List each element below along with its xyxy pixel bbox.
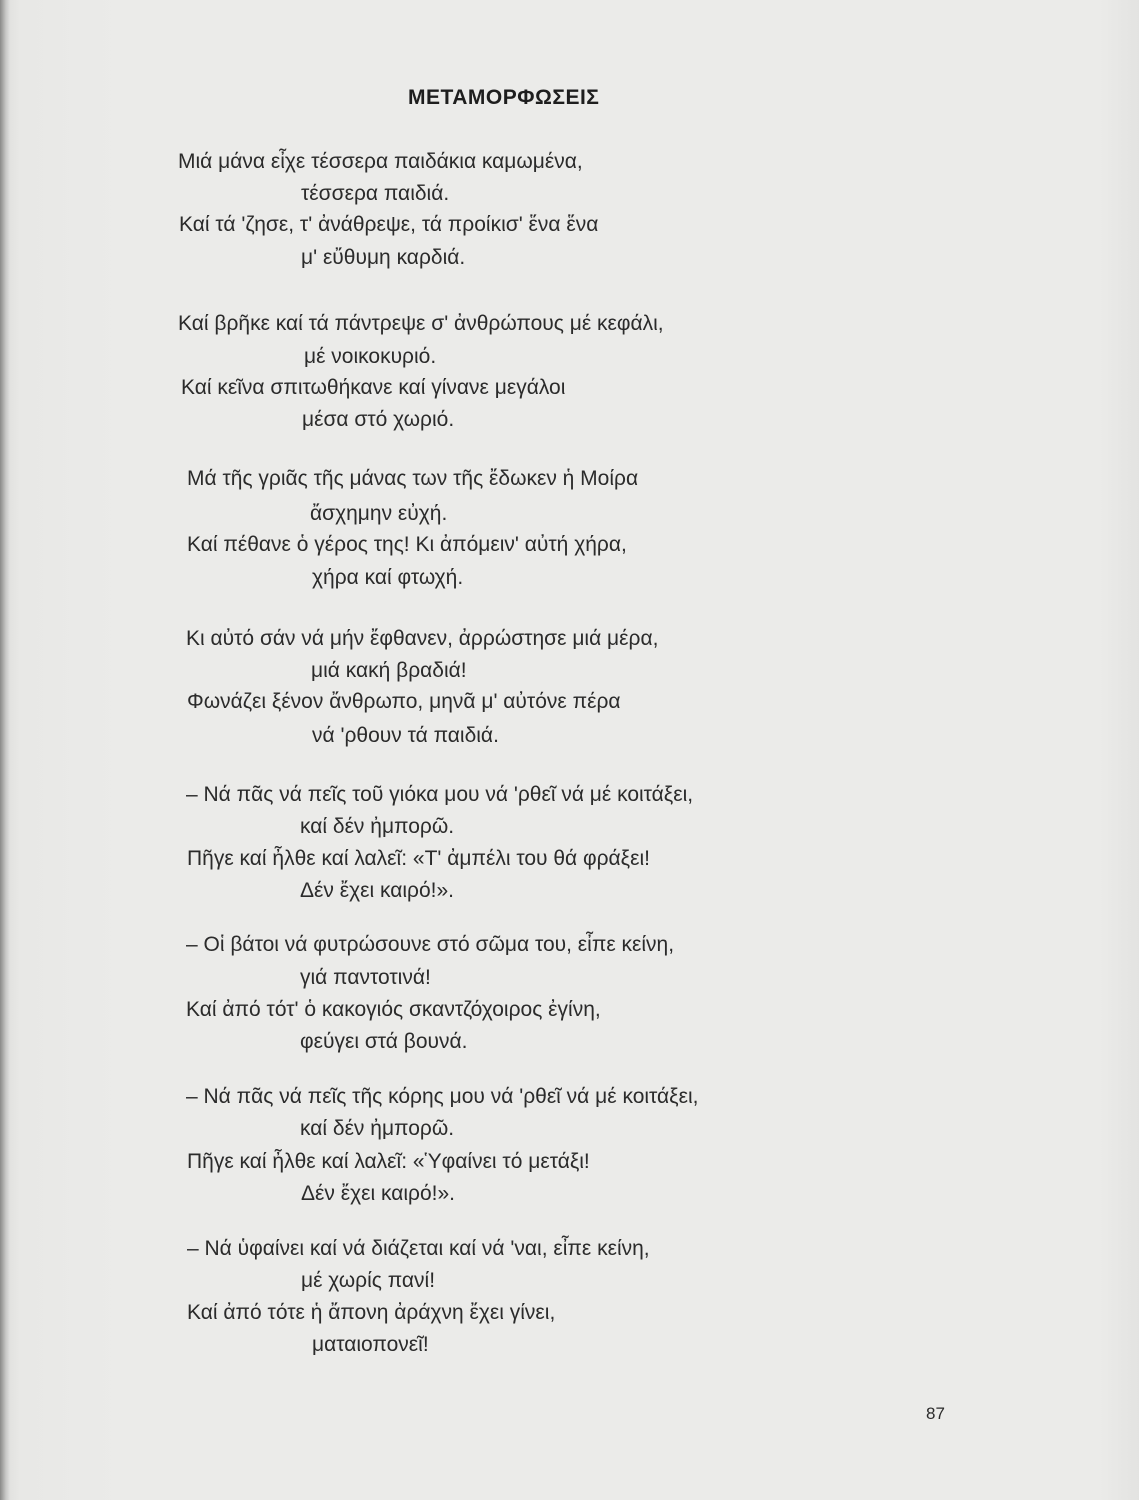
poem-line: μέσα στό χωριό. bbox=[302, 408, 455, 431]
poem-line: Καί πέθανε ὁ γέρος της! Κι ἀπόμειν' αὐτή χήρα, bbox=[187, 533, 627, 556]
poem-line: Καί ἀπό τότ' ὁ κακογιός σκαντζόχοιρος ἐγίνη, bbox=[186, 998, 601, 1021]
poem-line: Φωνάζει ξένον ἄνθρωπο, μηνᾶ μ' αὐτόνε πέρα bbox=[187, 690, 621, 713]
poem-line: ἄσχημην εὐχή. bbox=[310, 502, 448, 525]
poem-line: Καί ἀπό τότε ἡ ἄπονη ἀράχνη ἔχει γίνει, bbox=[187, 1301, 556, 1324]
page-number: 87 bbox=[926, 1404, 945, 1423]
poem-line: χήρα καί φτωχή. bbox=[312, 566, 464, 589]
poem-line: Καί βρῆκε καί τά πάντρεψε σ' ἀνθρώπους μέ κεφάλι, bbox=[178, 312, 664, 335]
poem-line: Μά τῆς γριᾶς τῆς μάνας των τῆς ἔδωκεν ἡ Μοίρα bbox=[187, 467, 639, 490]
poem-line: – Νά πᾶς νά πεῖς τοῦ γιόκα μου νά 'ρθεῖ νά μέ κοιτάξει, bbox=[186, 783, 694, 806]
poem-line: Καί τά 'ζησε, τ' ἀνάθρεψε, τά προίκισ' ἕνα ἕνα bbox=[179, 213, 599, 236]
poem-line: μ' εὔθυμη καρδιά. bbox=[301, 246, 466, 269]
poem-line: – Νά ὑφαίνει καί νά διάζεται καί νά 'ναι, εἶπε κείνη, bbox=[187, 1237, 650, 1260]
page-binding-edge bbox=[0, 0, 10, 1500]
poem-line: Καί κεῖνα σπιτωθήκανε καί γίνανε μεγάλοι bbox=[181, 376, 566, 399]
poem-line: – Νά πᾶς νά πεῖς τῆς κόρης μου νά 'ρθεῖ νά μέ κοιτάξει, bbox=[186, 1085, 699, 1108]
poem-line: Πῆγε καί ἦλθε καί λαλεῖ: «Τ' ἀμπέλι του θά φράξει! bbox=[187, 847, 650, 870]
poem-line: καί δέν ἠμπορῶ. bbox=[300, 815, 455, 838]
poem-line: τέσσερα παιδιά. bbox=[301, 182, 450, 205]
poem-line: φεύγει στά βουνά. bbox=[300, 1030, 468, 1053]
poem-line: μέ χωρίς πανί! bbox=[301, 1269, 436, 1292]
poem-line: ματαιοπονεῖ! bbox=[312, 1333, 429, 1356]
poem-line: νά 'ρθουν τά παιδιά. bbox=[312, 724, 499, 747]
poem-line: μιά κακή βραδιά! bbox=[311, 659, 467, 682]
poem-line: Πῆγε καί ἦλθε καί λαλεῖ: «Ὑφαίνει τό μετάξι! bbox=[187, 1150, 590, 1173]
poem-line: γιά παντοτινά! bbox=[300, 966, 431, 989]
poem-line: καί δέν ἠμπορῶ. bbox=[300, 1117, 455, 1140]
poem-line: Δέν ἔχει καιρό!». bbox=[301, 1182, 455, 1205]
poem-line: Δέν ἔχει καιρό!». bbox=[300, 879, 454, 902]
poem-line: μέ νοικοκυριό. bbox=[304, 345, 437, 368]
poem-line: – Οἱ βάτοι νά φυτρώσουνε στό σῶμα του, εἶπε κείνη, bbox=[186, 933, 675, 956]
poem-line: Μιά μάνα εἶχε τέσσερα παιδάκια καμωμένα, bbox=[178, 150, 583, 173]
poem-line: Κι αὐτό σάν νά μήν ἔφθανεν, ἀρρώστησε μιά μέρα, bbox=[186, 627, 659, 650]
poem-title: ΜΕΤΑΜΟΡΦΩΣΕΙΣ bbox=[408, 86, 600, 109]
